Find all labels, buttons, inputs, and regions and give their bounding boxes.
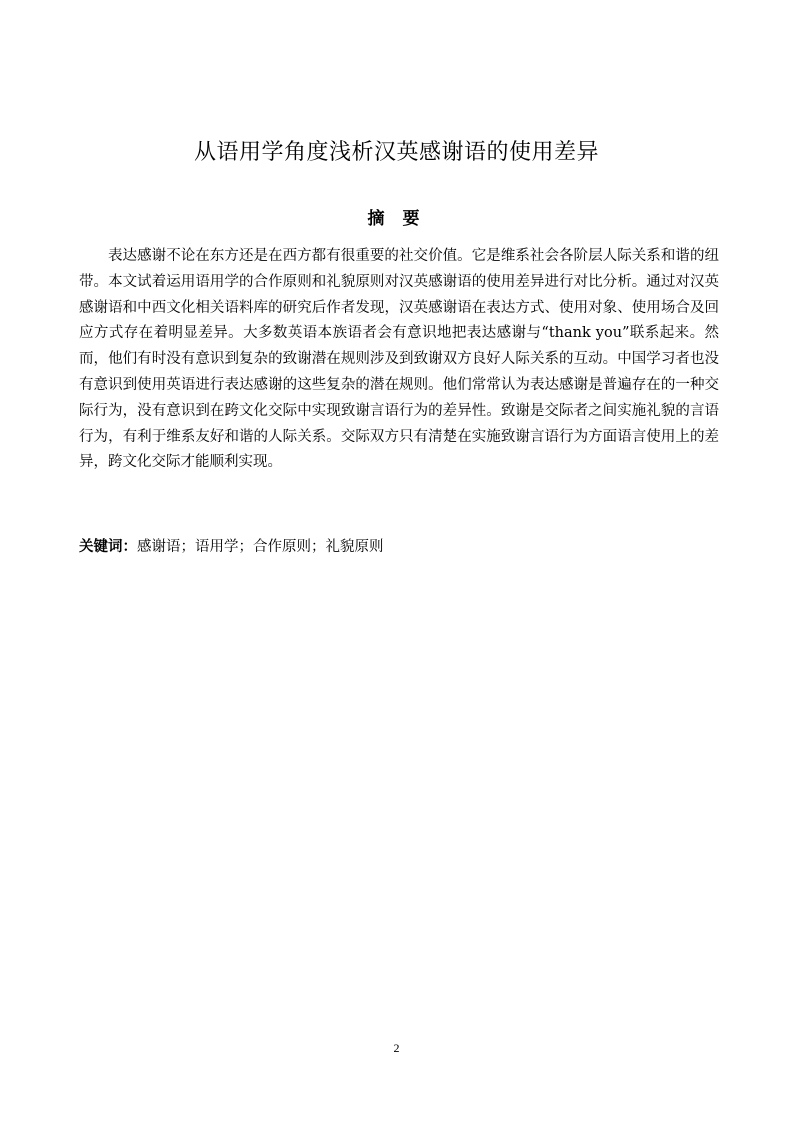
keywords-line (79, 534, 719, 560)
keywords-label: 关键词： (79, 539, 137, 555)
abstract-body: 表达感谢不论在东方还是在西方都有很重要的社交价值。它是维系社会各阶层人际关系和谐的纽带。本文试着运用语用学的合作原则和礼貌原则对汉英感谢语的使用差异进行对比分析。通过对汉英感谢语和中西文化相关语料库的研究后作者发现，汉英感谢语在表达方式、使用对象、使用场合及回应方式存在着明显差异。大多数英语本族语者会有意识地把表达感谢与“thank you”联系起来。然而，他们有时没有意识到复杂的致谢潜在规则涉及到致谢双方良好人际关系的互动。中国学习者也没有意识到使用英语进行表达感谢的这些复杂的潜在规则。他们常常认为表达感谢是普遍存在的一种交际行为，没有意识到在跨文化交际中实现致谢言语行为的差异性。致谢是交际者之间实施礼貌的言语行为，有利于维系友好和谐的人际关系。交际双方只有清楚在实施致谢言语行为方面语言使用上的差异，跨文化交际才能顺利实现。 (79, 248, 719, 471)
document-title: 从语用学角度浅析汉英感谢语的使用差异 (193, 139, 599, 165)
abstract-heading: 摘 要 (367, 209, 426, 229)
page-number: 2 (393, 1041, 400, 1055)
keywords-text: 感谢语；语用学；合作原则；礼貌原则 (137, 539, 384, 555)
